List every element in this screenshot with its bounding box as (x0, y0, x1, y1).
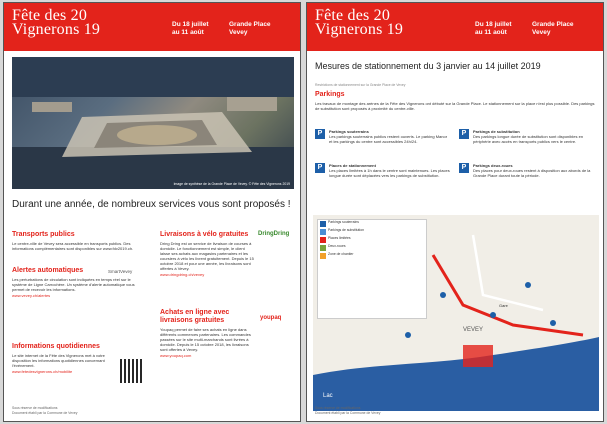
flyer-page-parking (306, 2, 604, 422)
velo-link[interactable]: www.dringdring.ch/vevey (160, 272, 205, 277)
logo: Fête des 20 Vignerons 19 (12, 7, 101, 38)
item-souterrains: Parkings souterrains Les parkings souterrains publics restent ouverts. Le parking Manor et les parkings du centre sont accessibles 24h/24. (329, 129, 448, 144)
parking-icon: P (315, 129, 325, 139)
page2-footer: Sous réserve de modifications Document établi par la Commune de Vevey (315, 406, 381, 415)
arena-illustration (12, 57, 294, 189)
section-achats: Achats en ligne avec livraisons gratuites Youpaq permet de faire ses achats en ligne dans différents commerces partenaires. Les commandes passées sur le site multi-marchands sont livrées à domicile. Depuis le 15 octobre 2018, les livraisons sont offertes à Vevey. www.youpaq.com (160, 309, 256, 359)
page-subtitle: Restrictions de stationnement sur la Grande Place de Vevey (315, 83, 406, 87)
achats-link[interactable]: www.youpaq.com (160, 353, 192, 358)
flyer-page-services (3, 2, 301, 422)
event-place: Grande Place Vevey (229, 21, 271, 36)
map-label-gare: Gare (499, 303, 508, 308)
header-banner (307, 3, 603, 51)
page1-footer: Sous réserve de modifications Document établi par la Commune de Vevey (12, 406, 78, 415)
parking-icon: P (459, 163, 469, 173)
item-substitution: Parkings de substitution Des parkings longue durée de substitution sont disponibles en périphérie avec accès en transports publics vers le centre. (473, 129, 584, 144)
map-label-lake: Lac (323, 393, 333, 399)
qr-code[interactable] (120, 359, 144, 383)
legend-item: Parkings de substitution (318, 228, 426, 236)
section-alertes: Alertes automatiques Les perturbations de circulation sont indiquées en temps réel sur le système de Ligne Carrochère. Un système d'alerte automatique vous permet de recevoir les informations. www.vevey.ch/alertes (12, 267, 144, 299)
section-transports: Transports publics Le centre-ville de Vevey sera accessible en transports publics. Des informations complémentaires sont disponibles sur www.fdv2019.ch. (12, 231, 134, 251)
logo: Fête des 20 Vignerons 19 (315, 7, 404, 38)
event-place: Grande Place Vevey (532, 21, 574, 36)
map-label-town: VEVEY (463, 327, 484, 333)
parkings-block: Parkings Les travaux de montage des arènes de la Fête des Vignerons ont débuté sur la Grande Place. Le stationnement sur la place n'est plus possible. Des parkings de substitution sont proposés à proximité du centre-ville. (315, 91, 595, 111)
item-places: Places de stationnement Les places limitées à 1h dans le centre sont maintenues. Les places longue durée sont déplacées vers les parkings de substitution. (329, 163, 450, 178)
informations-link[interactable]: www.fetedesvignerons.ch/mobilite (12, 369, 73, 374)
map-legend (317, 219, 427, 319)
photo-credit: Image de synthèse de la Grande Place de Vevey. © Fête des Vignerons 2019 (173, 181, 290, 186)
intro-heading: Durant une année, de nombreux services vous sont proposés ! (12, 199, 291, 210)
legend-item: Parkings souterrains (318, 220, 426, 228)
section-informations: Informations quotidiennes Le site internet de la Fête des Vignerons met à votre disposition les informations quotidiennes concernant l'événement. www.fetedesvignerons.ch/mobilite (12, 343, 116, 375)
event-dates: Du 18 juillet au 11 août (172, 21, 209, 36)
dringdring-logo: DringDring (258, 231, 290, 237)
legend-item: Deux-roues (318, 244, 426, 252)
parking-map[interactable] (313, 215, 599, 411)
legend-item: Places limitées (318, 236, 426, 244)
header-banner (4, 3, 300, 51)
youpaq-logo: youpaq (260, 315, 282, 321)
section-velo: Livraisons à vélo gratuites Dring Dring est un service de livraison de courses à domicile. Le fonctionnement est simple, le client laisse ses achats aux magasins partenaires et les coursiers à vélo les livrent gratuitement. Depuis le 15 octobre 2018 et pour une année, les livraisons sont offertes à Vevey. www.dringdring.ch/vevey (160, 231, 256, 278)
arena-aerial-photo (12, 57, 294, 189)
page-title: Mesures de stationnement du 3 janvier au 14 juillet 2019 (315, 61, 541, 71)
parking-icon: P (459, 129, 469, 139)
item-deux-roues: Parkings deux-roues Des places pour deux-roues restent à disposition aux abords de la Grande Place durant toute la période. (473, 163, 591, 178)
smartvevey-logo: SmartVevey (108, 269, 133, 274)
parking-icon: P (315, 163, 325, 173)
event-dates: Du 18 juillet au 11 août (475, 21, 512, 36)
legend-item: Zone de chantier (318, 252, 426, 260)
alertes-link[interactable]: www.vevey.ch/alertes (12, 293, 51, 298)
